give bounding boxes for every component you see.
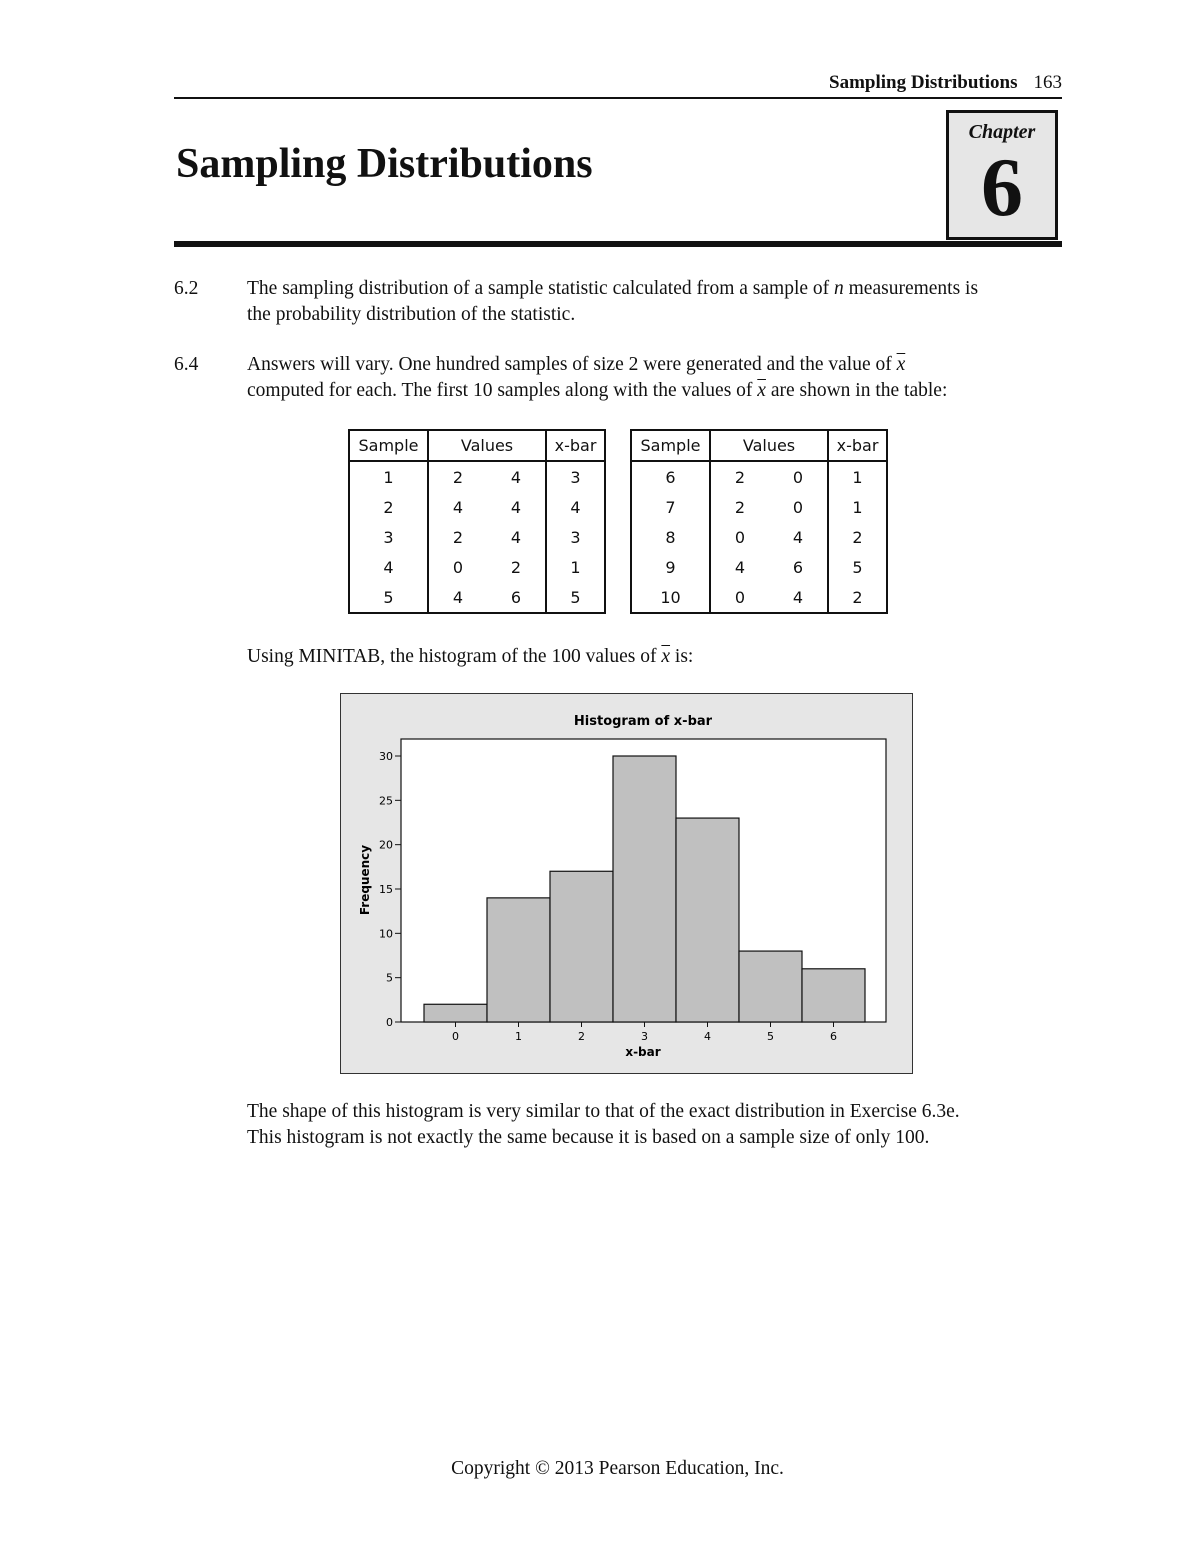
table-cell: 4: [349, 552, 428, 582]
table-cell: 9: [631, 552, 710, 582]
running-header: [174, 72, 1062, 96]
table-cell: 4: [428, 582, 487, 613]
x-tick-label: 4: [704, 1030, 711, 1043]
x-tick-label: 5: [767, 1030, 774, 1043]
table-cell: 4: [710, 552, 769, 582]
y-tick-label: 30: [379, 750, 393, 763]
chapter-title: Sampling Distributions: [176, 141, 593, 187]
x-tick-label: 3: [641, 1030, 648, 1043]
table-cell: 2: [710, 461, 769, 492]
table-cell: 2: [428, 522, 487, 552]
exercise-text-part: are shown in the table:: [765, 380, 948, 401]
table-cell: 4: [546, 492, 605, 522]
exercise-number: 6.4: [174, 354, 199, 375]
y-tick-label: 20: [379, 838, 393, 852]
chapter-label: Chapter: [968, 121, 1036, 143]
table-cell: 5: [349, 582, 428, 613]
histogram-bar: [802, 969, 865, 1022]
table-cell: 3: [349, 522, 428, 552]
table-cell: 0: [710, 582, 769, 613]
page-number: 163: [1033, 72, 1062, 93]
table-gap: [605, 461, 631, 492]
x-axis: [452, 1022, 837, 1043]
histogram-bar: [487, 898, 550, 1022]
minitab-intro: [247, 644, 1067, 670]
histogram-bar: [613, 756, 676, 1022]
y-axis-label: Frequency: [358, 844, 372, 916]
histogram-bar: [550, 871, 613, 1022]
chapter-rule: [174, 241, 1062, 247]
table-cell: 2: [828, 522, 887, 552]
closing-paragraph: [247, 1099, 1067, 1151]
table-cell: 1: [828, 492, 887, 522]
table-cell: 3: [546, 461, 605, 492]
exercise-number: 6.2: [174, 278, 199, 299]
xbar-symbol: $\overline{x}$: [661, 646, 671, 667]
y-tick-label: 0: [386, 1016, 393, 1029]
chapter-number: 6: [981, 141, 1023, 234]
running-title: Sampling Distributions: [829, 72, 1018, 93]
chapter-badge: [946, 110, 1058, 240]
minitab-text-part: Using MINITAB, the histogram of the 100 values of: [247, 646, 662, 667]
samples-table: [348, 429, 888, 614]
table-row: [349, 492, 887, 522]
x-tick-label: 0: [452, 1030, 459, 1043]
minitab-text-part: is:: [670, 646, 694, 667]
exercise-text: [247, 352, 1062, 404]
exercise-6-4: [174, 352, 1062, 404]
y-axis: [379, 750, 401, 1029]
table-cell: 4: [487, 461, 546, 492]
x-tick-label: 2: [578, 1030, 585, 1043]
table-cell: 8: [631, 522, 710, 552]
table-cell: 6: [487, 582, 546, 613]
table-gap: [605, 552, 631, 582]
table-header: x-bar: [828, 430, 887, 461]
table-cell: 5: [828, 552, 887, 582]
table-gap: [605, 430, 631, 461]
table-row: [349, 522, 887, 552]
table-cell: 1: [828, 461, 887, 492]
xbar-symbol: $\overline{x}$: [757, 380, 766, 401]
y-tick-label: 25: [379, 794, 393, 808]
y-tick-label: 10: [379, 927, 393, 941]
table-header-row: [349, 430, 887, 461]
table-cell: 1: [349, 461, 428, 492]
table-cell: 0: [769, 492, 828, 522]
exercise-text-part: the probability distribution of the statistic.: [247, 304, 576, 325]
table-row: [349, 582, 887, 613]
table-header: Values: [710, 430, 828, 461]
copyright-footer: Copyright © 2013 Pearson Education, Inc.: [451, 1458, 784, 1479]
table-cell: 0: [428, 552, 487, 582]
variable-n: n: [834, 278, 844, 299]
table-cell: 6: [769, 552, 828, 582]
histogram-bar: [739, 951, 802, 1022]
xbar-symbol: $\overline{x}$: [896, 354, 906, 375]
table-cell: 5: [546, 582, 605, 613]
table-cell: 2: [828, 582, 887, 613]
exercise-text-part: The sampling distribution of a sample statistic calculated from a sample of: [247, 278, 835, 299]
header-rule: [174, 97, 1062, 99]
exercise-text: [247, 276, 1062, 328]
closing-line: The shape of this histogram is very similar to that of the exact distribution in Exercise 6.3e.: [247, 1101, 960, 1122]
table-row: [349, 461, 887, 492]
table-cell: 2: [710, 492, 769, 522]
x-tick-label: 6: [830, 1030, 837, 1043]
x-tick-label: 1: [515, 1030, 522, 1043]
histogram-chart: [340, 693, 913, 1074]
exercise-text-part: measurements is: [843, 278, 979, 299]
table-cell: 6: [631, 461, 710, 492]
table-cell: 0: [769, 461, 828, 492]
table-header: x-bar: [546, 430, 605, 461]
table-cell: 10: [631, 582, 710, 613]
y-tick-label: 5: [386, 971, 393, 985]
exercise-6-2: [174, 276, 1062, 328]
histogram-svg: [341, 694, 912, 1073]
table-header: Sample: [631, 430, 710, 461]
exercise-text-part: Answers will vary. One hundred samples of size 2 were generated and the value of: [247, 354, 897, 375]
table-cell: 3: [546, 522, 605, 552]
closing-line: This histogram is not exactly the same because it is based on a sample size of only 100.: [247, 1127, 930, 1148]
table-header: Sample: [349, 430, 428, 461]
table-row: [349, 552, 887, 582]
chart-title: Histogram of x-bar: [573, 714, 713, 729]
table-cell: 7: [631, 492, 710, 522]
x-axis-label: x-bar: [625, 1045, 661, 1059]
exercise-text-part: computed for each. The first 10 samples along with the values of: [247, 380, 758, 401]
table-gap: [605, 492, 631, 522]
table-cell: 4: [769, 582, 828, 613]
table-cell: 4: [428, 492, 487, 522]
table-cell: 4: [487, 492, 546, 522]
table-cell: 4: [487, 522, 546, 552]
table-gap: [605, 522, 631, 552]
table-cell: 0: [710, 522, 769, 552]
histogram-bar: [676, 818, 739, 1022]
table-cell: 2: [349, 492, 428, 522]
table-cell: 4: [769, 522, 828, 552]
table-header: Values: [428, 430, 546, 461]
table-cell: 1: [546, 552, 605, 582]
table-gap: [605, 582, 631, 613]
histogram-bar: [424, 1004, 487, 1022]
table-cell: 2: [428, 461, 487, 492]
y-tick-label: 15: [379, 883, 393, 896]
table-cell: 2: [487, 552, 546, 582]
